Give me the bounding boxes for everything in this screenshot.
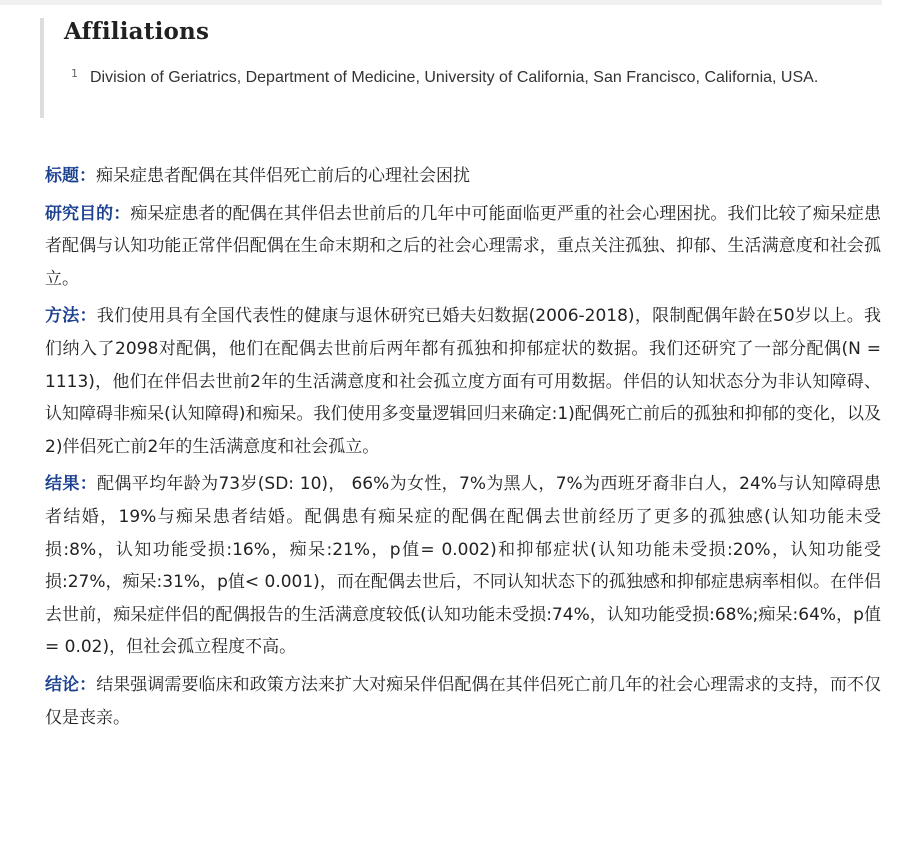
results-label: 结果：	[45, 474, 98, 495]
abstract-conclusion-paragraph	[45, 669, 881, 734]
abstract-title-paragraph	[45, 160, 881, 193]
affiliation-number: 1	[71, 67, 78, 80]
affiliations-section	[40, 18, 885, 118]
top-divider	[0, 0, 882, 5]
abstract-results-paragraph	[45, 468, 881, 664]
methods-text: 我们使用具有全国代表性的健康与退休研究已婚夫妇数据(2006-2018)，限制配偶年龄在50岁以上。我们纳入了2098对配偶，他们在配偶去世前后两年都有孤独和抑郁症状的数据。我们还研究了一部分配偶(N = 1113)，他们在伴侣去世前2年的生活满意度和社会孤立度方面有可用数据。伴侣的认知状态分为非认知障碍、认知障碍非痴呆(认知障碍)和痴呆。我们使用多变量逻辑回归来确定:1)配偶死亡前后的孤独和抑郁的变化，以及2)伴侣死亡前2年的生活满意度和社会孤立。	[45, 306, 882, 457]
methods-label: 方法：	[45, 306, 97, 327]
conclusion-text: 结果强调需要临床和政策方法来扩大对痴呆伴侣配偶在其伴侣死亡前几年的社会心理需求的支持，而不仅仅是丧亲。	[45, 674, 881, 728]
title-text: 痴呆症患者配偶在其伴侣死亡前后的心理社会困扰	[96, 166, 470, 186]
abstract-methods-paragraph	[45, 300, 881, 463]
affiliations-heading: Affiliations	[64, 18, 210, 45]
objective-text: 痴呆症患者的配偶在其伴侣去世前后的几年中可能面临更严重的社会心理困扰。我们比较了痴呆症患者配偶与认知功能正常伴侣配偶在生命末期和之后的社会心理需求，重点关注孤独、抑郁、生活满意度和社会孤立。	[45, 203, 881, 289]
conclusion-label: 结论：	[45, 674, 97, 695]
objective-label: 研究目的：	[45, 203, 131, 224]
abstract-objective-paragraph	[45, 198, 881, 296]
abstract-translation	[45, 160, 881, 739]
title-label: 标题：	[45, 166, 96, 186]
affiliation-text: Division of Geriatrics, Department of Medicine, University of California, San Francisco, California, USA.	[90, 69, 819, 86]
results-text: 配偶平均年龄为73岁(SD: 10)， 66%为女性，7%为黑人，7%为西班牙裔非白人，24%与认知障碍患者结婚，19%与痴呆患者结婚。配偶患有痴呆症的配偶在配偶去世前经历了更多的孤独感(认知功能未受损:8%，认知功能受损:16%，痴呆:21%，p值= 0.002)和抑郁症状(认知功能未受损:20%，认知功能受损:27%，痴呆:31%，p值< 0.001)，而在配偶去世后，不同认知状态下的孤独感和抑郁症患病率相似。在伴侣去世前，痴呆症伴侣的配偶报告的生活满意度较低(认知功能未受损:74%，认知功能受损:68%;痴呆:64%，p值= 0.02)，但社会孤立程度不高。	[45, 474, 882, 658]
